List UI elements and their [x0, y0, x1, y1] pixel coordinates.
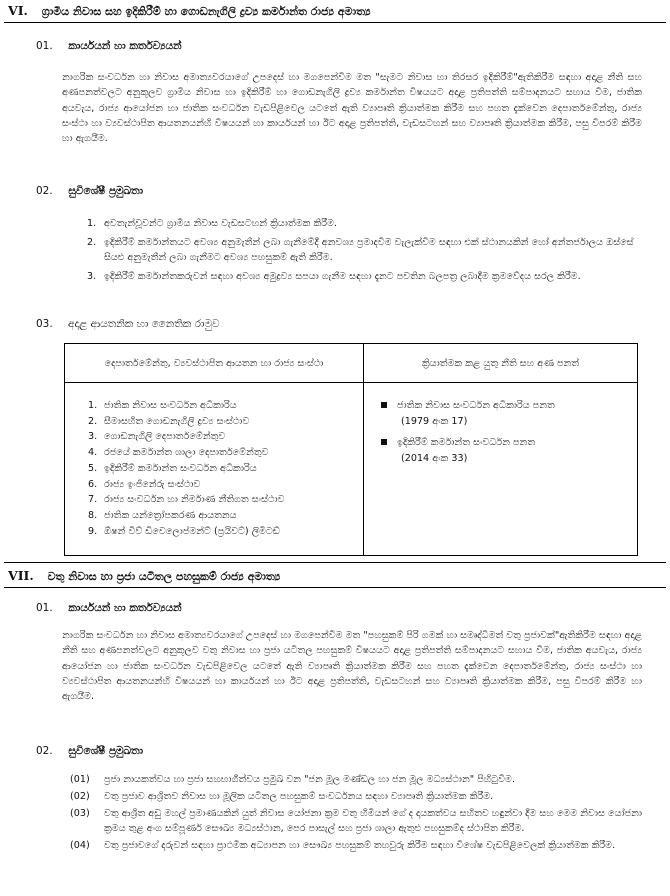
- item-number: 5.: [88, 462, 98, 474]
- item-text: ඕෂන් වීව් ඩිවෙලොප්මන්ට් (ප්‍රයිවට්) ලිමිටඩ්: [104, 525, 280, 537]
- bullet-square-icon: [381, 402, 387, 408]
- item-number: 1.: [87, 218, 97, 229]
- section-number: 02.: [36, 745, 53, 757]
- section-vi-institutions-heading: [36, 318, 220, 331]
- section-vii-top-rule: [4, 562, 666, 563]
- list-item: [88, 398, 362, 414]
- section-vii-functions-text: නාගරික සංවර්ධන හා නිවාස අමාත්‍යවරයාගේ උපදෙස් හා මගපෙන්වීම මත "පහසුකම් පිරි ගමක් හා සමෘද්ධිමත් වතු ප්‍රජාවක්"ඇතිකිරීම සඳහා අදාළ නීති සහ අණපනත්වලට අනුකූලව වතු නිවාස හා ප්‍රජා යටිතල පහසුකම් විෂයයට අදාළ ප්‍රතිපත්ති සම්පාදනයට සහාය වීම, ජාතික අයවැය, රාජ්‍ය ආයෝජන හා ජාතික සංවර්ධන වැඩපිළිවෙල යටතේ ඇති ව්‍යාපෘති ක්‍රියාත්මක කිරීම සහ පහත දැක්වෙන දෙපාර්තමේන්තු, රාජ්‍ය සංස්ථා හා ව්‍යවස්ථාපිත ආයතනයන්හි විෂයයන් හා කාර්යයන් හා ඊට අදාළ ප්‍රතිපත්ති, වැඩසටහන් සහ ව්‍යාපෘති ක්‍රියාත්මක කිරීම, පසු විපරම් කිරීම හා ඇගයීම.: [62, 630, 642, 703]
- item-text: ඉදිකිරීම් කර්මාන්තකරුවන් සඳහා අවශ්‍ය අමුද්‍රව්‍ය සපයා ගැනීම සඳහා දැනට පවතින බලපත්‍ර ලබාදීම ක්‍රමවේදය සරල කිරීම.: [104, 271, 581, 282]
- item-text: ඉදිකිරීම් කර්මාන්තයට අවශ්‍ය අනුමැතීන් ලබා ගැනීමේදී අනවශ්‍ය ප්‍රමාදවීම වැලැක්වීම සඳහා එක් ස්ථානයකින් හෝ අන්තර්ජාලය ඔස්සේ සියළු අනුමැතීන් ලබා ගැනීමට අවශ්‍ය පහසුකම් ඇති කිරීම.: [104, 237, 634, 263]
- section-number: 03.: [36, 318, 53, 330]
- item-number: 9.: [88, 525, 98, 537]
- item-number: 6.: [88, 478, 98, 490]
- item-number: (01): [70, 774, 90, 785]
- item-number: 4.: [88, 447, 98, 459]
- act-name: ජාතික නිවාස සංවර්ධන අධිකාරිය පනත: [397, 400, 555, 411]
- list-item: [88, 524, 362, 540]
- item-number: 2.: [87, 237, 97, 248]
- section-vii-priorities-heading: [36, 745, 143, 758]
- act-reference: (1979 අංක 17): [401, 415, 468, 427]
- list-item: [87, 235, 644, 265]
- acts-list: [365, 384, 636, 466]
- table-header-acts: ක්‍රියාත්මක කළ යුතු නීති සහ අණ පනත්: [364, 344, 638, 383]
- item-number: 7.: [88, 494, 98, 506]
- item-text: ජාතික නිවාස සංවර්ධන අධිකාරිය: [104, 400, 237, 411]
- section-number: 01.: [36, 40, 53, 52]
- item-number: 3.: [87, 271, 97, 282]
- list-item: [88, 414, 362, 430]
- item-number: 2.: [88, 415, 98, 427]
- section-vi-heading: ග්‍රාමීය නිවාස සහ ඉදිකිරීම් හා ගොඩනැගිලි ද්‍රව්‍ය කර්මාන්ත රාජ්‍ය අමාත්‍ය: [41, 5, 371, 18]
- list-item: [88, 461, 362, 477]
- item-text: ගොඩනැගිලි දෙපාර්තමේන්තුව: [104, 431, 226, 443]
- section-number: 01.: [36, 602, 53, 614]
- section-vi-title: [8, 3, 370, 19]
- bullet-square-icon: [381, 439, 387, 445]
- list-item: [87, 269, 644, 284]
- list-item: [88, 445, 362, 461]
- heading-text: සුවිශේෂී ප්‍රමුඛතා: [68, 185, 144, 197]
- list-item: [88, 429, 362, 445]
- item-number: 8.: [88, 509, 98, 521]
- list-item: [70, 806, 644, 836]
- table-row: [65, 383, 638, 556]
- list-item: [88, 477, 362, 493]
- institutions-cell: [65, 383, 364, 556]
- item-text: වතු ආශ්‍රිත අඩු මහල් ප්‍රමාණයකින් යුත් නිවාස යෝජනා ක්‍රම වතු හිමියන් ගේ ද දායකත්වය සහිතව හඳුන්වා දීම සහ මෙම නිවාස යෝජනා ක්‍රමය තුළ අංග සම්පූර්ණ සෞඛ්‍ය මධ්‍යස්ථාන, පෙර පාසැල් සහ ප්‍රජා ශාලා ඇතුළු පහසුකම්ද ස්ථාපිත කිරීම.: [104, 808, 643, 834]
- section-vii-priorities-list: [70, 772, 644, 853]
- heading-text: සුවිශේෂී ප්‍රමුඛතා: [68, 745, 144, 757]
- item-text: වතු ප්‍රජාවගේ දරුවන් සඳහා ප්‍රාථමික අධ්‍යාපන හා සෞඛ්‍ය පහසුකම් තහවුරු කිරීම සඳහා විශේෂ වැඩපිළිවෙලක් ක්‍රියාත්මක කිරීම.: [104, 840, 616, 851]
- act-name: ඉදිකිරීම් කර්මාන්ත සංවර්ධන පනත: [397, 437, 536, 448]
- item-text: රාජ්‍ය සංවර්ධන හා නිර්මාණ නීතිගත සංස්ථාව: [104, 494, 285, 506]
- item-number: 1.: [88, 400, 98, 411]
- item-number: (03): [70, 808, 90, 819]
- section-vii-heading: වතු නිවාස හා ප්‍රජා යටිතල පහසුකම් රාජ්‍ය අමාත්‍ය: [47, 570, 281, 583]
- list-item: [88, 508, 362, 524]
- item-text: ප්‍රජා නායකත්වය හා ප්‍රජා සහභාගීත්වය ප්‍රමුඛ වන "ජන මූල මණ්ඩල හා ජන මූල මධ්‍යස්ථාන" පිහිටුවීම.: [104, 774, 515, 785]
- institutions-table: [64, 343, 638, 556]
- item-text: සීමාසහිත ගොඩනැගිලි ද්‍රව්‍ය සංස්ථාව: [104, 415, 250, 427]
- section-vi-functions-text: නාගරික සංවර්ධන හා නිවාස අමාත්‍යවරයාගේ උපදෙස් හා මගපෙන්වීම මත "සැමට නිවාස හා තිරසර ඉදිකිරීම්"ඇතිකිරීම සඳහා අදාළ නීති සහ අණපනත්වලට අනුකූලව ග්‍රාමීය නිවාස හා ඉදිකිරීම් හා ගොඩනැගිලි ද්‍රව්‍ය කර්මාන්ත විෂයයට අදාළ ප්‍රතිපත්ති සම්පාදනයට සහාය වීම, ජාතික අයවැය, රාජ්‍ය ආයෝජන හා ජාතික සංවර්ධන වැඩපිළිවෙල යටතේ ඇති ව්‍යාපෘති ක්‍රියාත්මක කිරීම සහ පහත දැක්වෙන දෙපාර්තමේන්තු, රාජ්‍ය සංස්ථා හා ව්‍යවස්ථාපිත ආයතනයන්හි විෂයයන් හා කාර්යයන් හා ඊට අදාළ ප්‍රතිපත්ති, වැඩසටහන් සහ ව්‍යාපෘති ක්‍රියාත්මක කිරීම, පසු විපරම් කිරීම හා ඇගයීම.: [62, 72, 642, 145]
- section-vi-priorities-heading: [36, 185, 143, 198]
- institutions-list: [66, 384, 362, 539]
- item-text: රාජ්‍ය ඉංජිනේරු සංස්ථාව: [104, 478, 201, 490]
- section-vi-number: VI.: [8, 3, 28, 18]
- heading-text: කාර්යයන් හා කර්තව්‍යයන්: [68, 40, 182, 52]
- item-text: අවතැන්වූවන්ට ග්‍රාමීය නිවාස වැඩසටහන් ක්‍රියාත්මක කිරීම.: [104, 218, 338, 229]
- item-text: වතු ප්‍රජාව ආශ්‍රිතව නිවාස හා මූලික යටිතල පහසුකම් සංවර්ධනය සඳහා ව්‍යාපෘති ක්‍රියාත්මක කිරීම.: [104, 791, 494, 802]
- item-text: රජයේ කර්මාන්ත ශාලා දෙපාර්තමේන්තුව: [104, 447, 269, 459]
- item-text: ජාතික යන්ත්‍රෝපකරණ ආයතනය: [104, 509, 237, 521]
- list-item: [70, 838, 644, 853]
- section-vi-rule: [4, 22, 666, 23]
- list-item: [87, 216, 644, 231]
- list-item: [381, 435, 636, 466]
- item-text: ඉදිකිරීම් කර්මාන්ත සංවර්ධන අධිකාරිය: [104, 462, 257, 474]
- table-header-row: [65, 344, 638, 383]
- section-vii-rule: [4, 587, 666, 588]
- table-header-institutions: දෙපාර්තමේන්තු, ව්‍යවස්ථාපිත ආයතන හා රාජ්‍ය සංස්ථා: [65, 344, 364, 383]
- act-reference: (2014 අංක 33): [401, 452, 468, 464]
- list-item: [381, 398, 636, 429]
- heading-text: අදාළ ආයතනික හා නෛතික රාමුව: [68, 318, 220, 330]
- section-vii-title: [8, 568, 280, 584]
- list-item: [70, 789, 644, 804]
- section-number: 02.: [36, 185, 53, 197]
- section-vi-functions-heading: [36, 40, 182, 53]
- acts-cell: [364, 383, 638, 556]
- heading-text: කාර්යයන් හා කර්තව්‍යයන්: [68, 602, 182, 614]
- list-item: [70, 772, 644, 787]
- list-item: [88, 492, 362, 508]
- section-vii-number: VII.: [8, 568, 34, 583]
- section-vi-priorities-list: [87, 216, 644, 284]
- item-number: 3.: [88, 431, 98, 443]
- item-number: (02): [70, 791, 90, 802]
- section-vii-functions-heading: [36, 602, 182, 615]
- item-number: (04): [70, 840, 90, 851]
